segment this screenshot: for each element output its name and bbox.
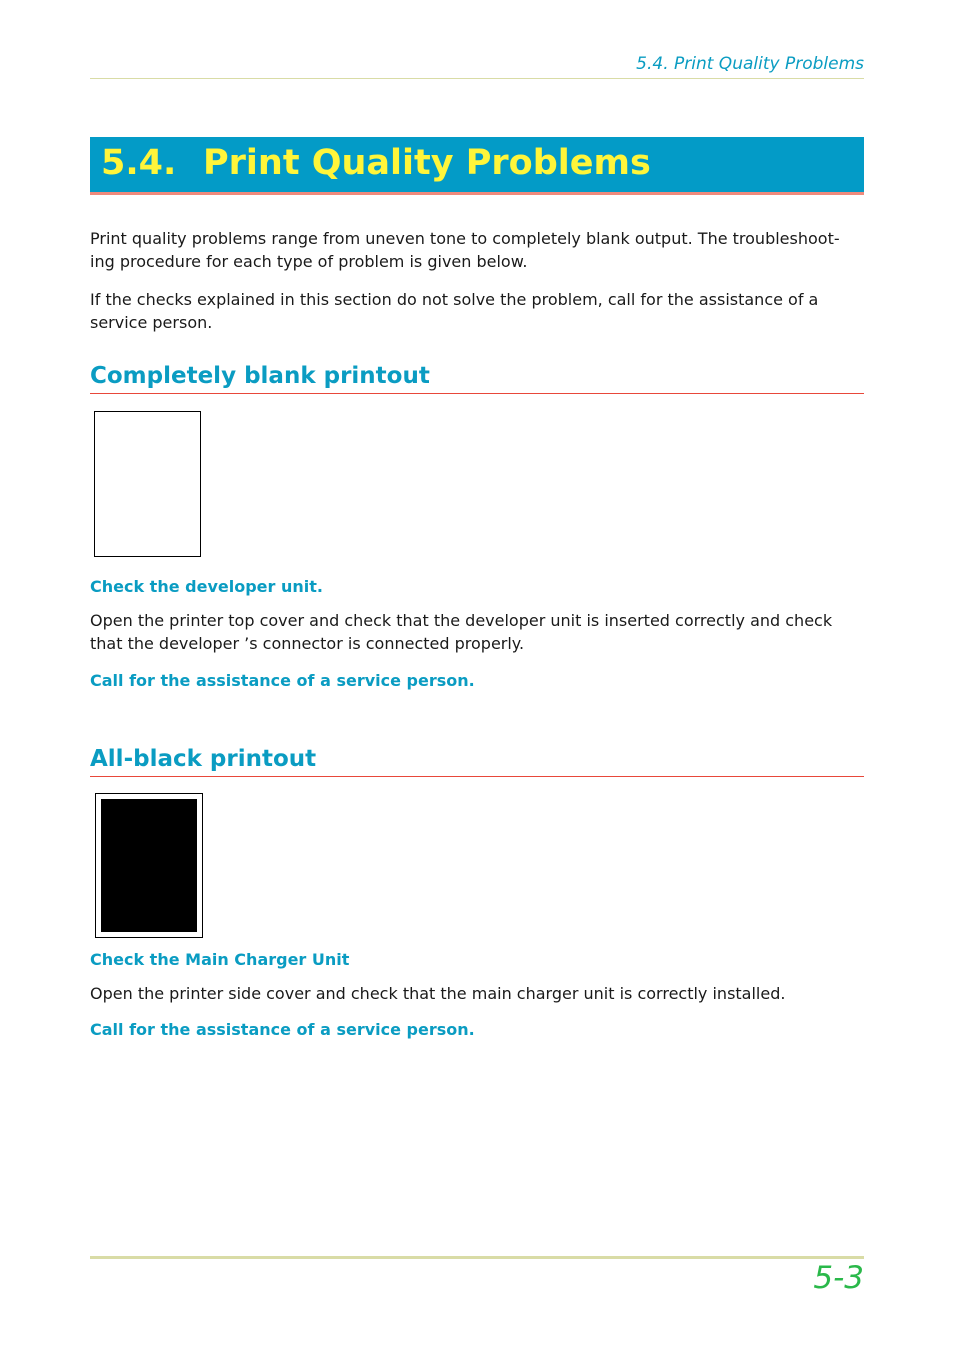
running-header bbox=[90, 54, 864, 79]
running-header-title: 5.4. Print Quality Problems bbox=[636, 54, 864, 74]
step-text-main-charger: Open the printer side cover and check that the main charger unit is correctly installed. bbox=[90, 984, 786, 1003]
section-banner bbox=[90, 137, 864, 195]
section-number: 5.4. bbox=[101, 143, 177, 183]
step-title-main-charger: Check the Main Charger Unit bbox=[90, 950, 350, 969]
section-title: Print Quality Problems bbox=[203, 143, 651, 183]
subheading-text: Completely blank printout bbox=[90, 363, 430, 389]
page-number: 5-3 bbox=[813, 1260, 864, 1296]
black-page-sample-icon bbox=[95, 793, 203, 938]
subheading-text: All-black printout bbox=[90, 746, 317, 772]
black-fill bbox=[101, 799, 197, 932]
call-service-note: Call for the assistance of a service person. bbox=[90, 1020, 475, 1039]
subheading-blank-printout bbox=[90, 363, 864, 394]
intro-paragraph-1: Print quality problems range from uneven tone to completely blank output. The troubleshoot- ing procedure for each type of problem is given below. bbox=[90, 229, 840, 271]
footer-rule bbox=[90, 1256, 864, 1259]
blank-page-sample-icon bbox=[94, 411, 201, 557]
subheading-black-printout bbox=[90, 746, 864, 777]
step-title-developer-unit: Check the developer unit. bbox=[90, 577, 323, 596]
step-text-developer-unit: Open the printer top cover and check that the developer unit is inserted correctly and check that the developer ’s connector is connected properly. bbox=[90, 611, 833, 653]
call-service-note: Call for the assistance of a service person. bbox=[90, 671, 475, 690]
intro-paragraph-2: If the checks explained in this section do not solve the problem, call for the assistance of a service person. bbox=[90, 290, 819, 332]
